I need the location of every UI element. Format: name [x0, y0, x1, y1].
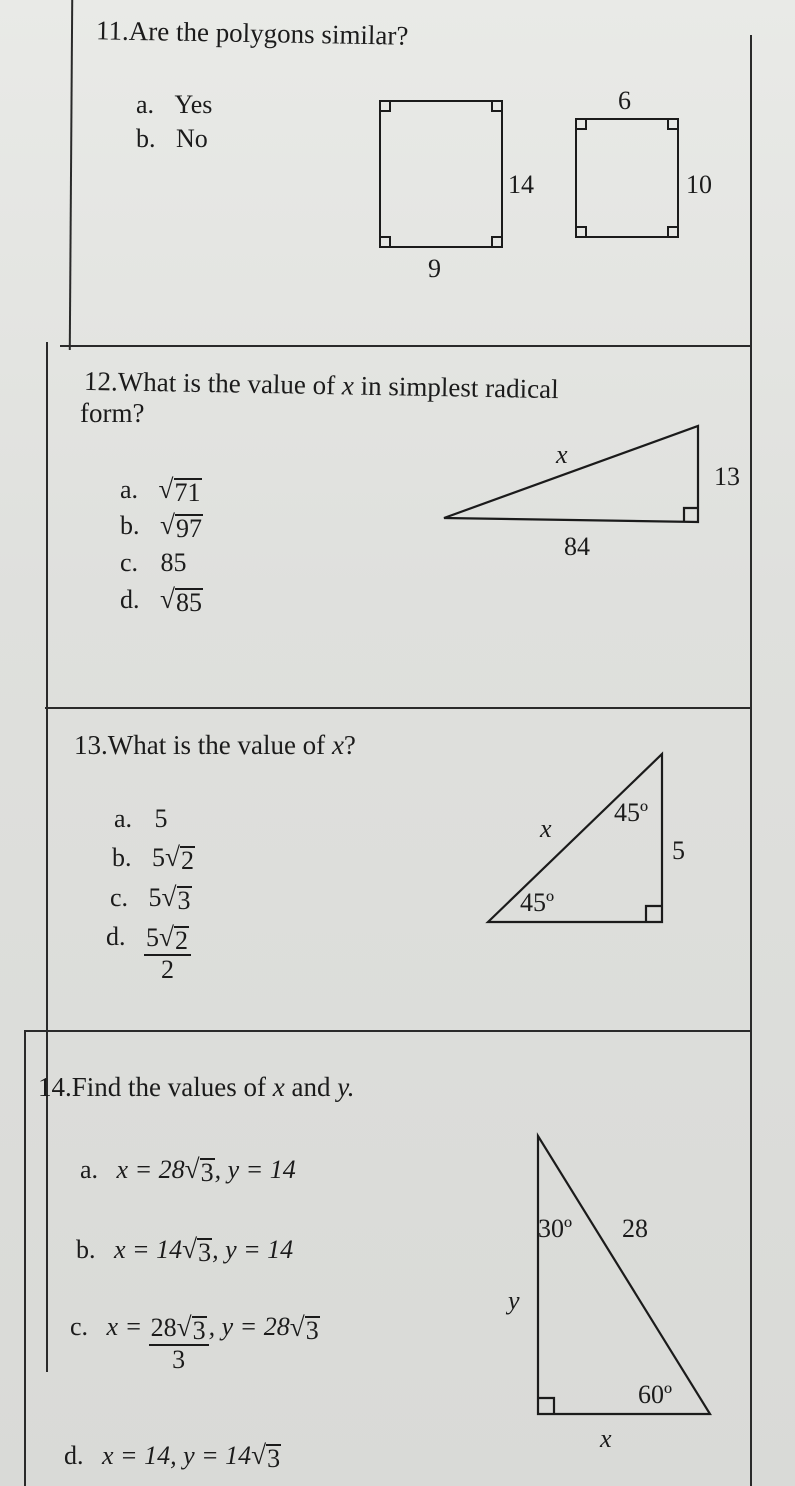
- right-angle-mark: [380, 237, 390, 247]
- right-angle-mark: [576, 227, 586, 237]
- radical: √ 85: [160, 584, 202, 617]
- option-text: Yes: [174, 90, 213, 119]
- q12-triangle-figure: [436, 420, 716, 530]
- radical: √ 3: [289, 1312, 319, 1345]
- fraction-denominator: 3: [172, 1345, 186, 1374]
- right-angle-mark: [380, 101, 390, 111]
- q12-text-a: 12.What is the value of: [83, 365, 336, 401]
- q12-var-x: x: [341, 370, 355, 401]
- q14-option-d[interactable]: [64, 1440, 281, 1472]
- right-angle-mark: [492, 101, 502, 111]
- question-12-line2: form?: [80, 398, 145, 428]
- q11-option-b[interactable]: [136, 124, 208, 154]
- radicand: 3: [192, 1316, 206, 1345]
- radical: √ 71: [158, 474, 201, 507]
- q13-triangle-figure: [484, 748, 684, 928]
- q12-text-b: in simplest radical: [360, 370, 559, 405]
- q14-var-x: x: [272, 1072, 285, 1102]
- option-text-tail: , y = 14: [214, 1155, 296, 1184]
- radicand: 97: [175, 514, 202, 543]
- row-divider-2: [45, 707, 752, 709]
- right-angle-mark: [646, 906, 662, 922]
- q13-option-c[interactable]: [110, 882, 192, 914]
- option-coef: 5: [146, 923, 159, 952]
- option-letter: a.: [114, 804, 133, 833]
- fraction-numerator: [149, 1312, 209, 1346]
- q13-option-b[interactable]: [112, 842, 195, 874]
- radical: √ 3: [182, 1234, 212, 1267]
- row-divider-3: [24, 1030, 752, 1032]
- q13-text-a: 13.What is the value of: [74, 730, 326, 760]
- right-border: [750, 35, 752, 1486]
- q12-label-13: 13: [714, 462, 740, 491]
- q12-option-c[interactable]: [120, 548, 187, 578]
- option-letter: a.: [136, 90, 155, 119]
- question-13-text: [74, 730, 356, 761]
- option-text-tail: , y = 28: [208, 1312, 290, 1341]
- q12-option-a[interactable]: [120, 474, 202, 506]
- option-text: 5: [154, 804, 168, 833]
- fraction: [144, 922, 191, 985]
- q11-label-10: 10: [686, 170, 712, 199]
- fraction: [149, 1312, 209, 1375]
- option-letter: c.: [70, 1312, 89, 1341]
- option-coef: 5: [152, 843, 165, 872]
- option-letter: d.: [106, 922, 126, 951]
- right-angle-mark: [492, 237, 502, 247]
- option-text: No: [176, 124, 208, 153]
- option-letter: b.: [136, 124, 156, 153]
- right-angle-mark: [538, 1398, 554, 1414]
- option-letter: d.: [120, 585, 140, 614]
- radicand: 3: [305, 1316, 319, 1345]
- q13-option-d[interactable]: [106, 922, 191, 985]
- radicand: 2: [174, 926, 188, 955]
- radicand: 3: [177, 886, 191, 915]
- radical: √ 3: [161, 882, 191, 915]
- question-11-text: 11.Are the polygons similar?: [95, 15, 409, 51]
- q11-label-6: 6: [618, 86, 631, 115]
- right-triangle: [444, 426, 698, 522]
- q14-option-a[interactable]: [80, 1154, 296, 1186]
- radicand: 2: [180, 846, 194, 875]
- q13-label-5: 5: [672, 836, 685, 865]
- left-border-bottom: [24, 1030, 26, 1486]
- q13-label-45-top: 45º: [614, 798, 649, 827]
- radical: √ 2: [165, 842, 194, 875]
- q13-label-x: x: [540, 814, 552, 843]
- q14-label-y: y: [508, 1286, 520, 1315]
- left-border-mid: [46, 342, 48, 1372]
- q14-option-b[interactable]: [76, 1234, 293, 1266]
- option-letter: b.: [120, 511, 140, 540]
- option-letter: a.: [80, 1155, 99, 1184]
- radical: √ 2: [159, 922, 188, 955]
- q12-label-x: x: [556, 440, 568, 469]
- radical: √ 97: [160, 510, 202, 543]
- left-border-top: [69, 0, 73, 350]
- row-divider-1: [60, 345, 752, 347]
- q14-label-28: 28: [622, 1214, 648, 1243]
- option-letter: c.: [120, 548, 139, 577]
- fraction-numerator: [144, 922, 191, 956]
- question-14-text: [38, 1072, 354, 1103]
- numerator-coef: 28: [150, 1313, 177, 1342]
- q14-text-and: and: [291, 1072, 331, 1102]
- option-letter: b.: [112, 843, 132, 872]
- q14-label-60: 60º: [638, 1380, 673, 1409]
- radicand: 3: [198, 1238, 212, 1267]
- radical: √ 3: [184, 1154, 214, 1187]
- rectangle-small: [576, 119, 678, 237]
- q14-option-c[interactable]: [70, 1312, 320, 1375]
- q12-label-84: 84: [564, 532, 590, 561]
- radicand: 71: [174, 478, 201, 507]
- radicand: 3: [200, 1158, 214, 1187]
- option-coef: 5: [148, 883, 162, 912]
- option-text: x = 14: [114, 1235, 183, 1264]
- question-12-line1: [84, 366, 559, 405]
- q12-option-b[interactable]: [120, 510, 203, 542]
- q13-text-b: ?: [343, 730, 356, 760]
- q14-label-30: 30º: [538, 1214, 573, 1243]
- q13-option-a[interactable]: [114, 804, 168, 834]
- rectangle-large: [380, 101, 502, 247]
- right-angle-mark: [576, 119, 586, 129]
- option-text: x = 28: [116, 1155, 185, 1184]
- q12-option-d[interactable]: [120, 584, 203, 616]
- radical: √ 3: [176, 1312, 206, 1345]
- right-triangle: [538, 1136, 710, 1414]
- option-text: x =: [106, 1312, 149, 1341]
- q11-label-14: 14: [508, 170, 534, 199]
- option-text: 85: [160, 548, 187, 577]
- radicand: 85: [175, 588, 202, 617]
- radical: √ 3: [251, 1440, 281, 1473]
- q14-var-y: y.: [337, 1072, 355, 1102]
- option-letter: c.: [110, 883, 129, 912]
- option-letter: b.: [76, 1235, 96, 1264]
- right-angle-mark: [684, 508, 698, 522]
- q14-triangle-figure: [530, 1130, 720, 1420]
- right-triangle: [488, 754, 662, 922]
- radicand: 3: [267, 1444, 281, 1473]
- q13-label-45-bottom: 45º: [520, 888, 555, 917]
- option-letter: a.: [120, 475, 139, 504]
- q14-text-a: 14.Find the values of: [38, 1072, 266, 1102]
- option-text-tail: , y = 14: [212, 1235, 294, 1264]
- fraction-denominator: 2: [160, 955, 174, 984]
- right-angle-mark: [668, 119, 678, 129]
- q13-var-x: x: [331, 730, 344, 760]
- q11-label-9: 9: [428, 254, 441, 283]
- option-letter: d.: [64, 1441, 84, 1470]
- option-text: x = 14, y = 14: [102, 1441, 252, 1470]
- right-angle-mark: [668, 227, 678, 237]
- q14-label-x: x: [600, 1424, 612, 1453]
- q11-option-a[interactable]: [136, 90, 212, 120]
